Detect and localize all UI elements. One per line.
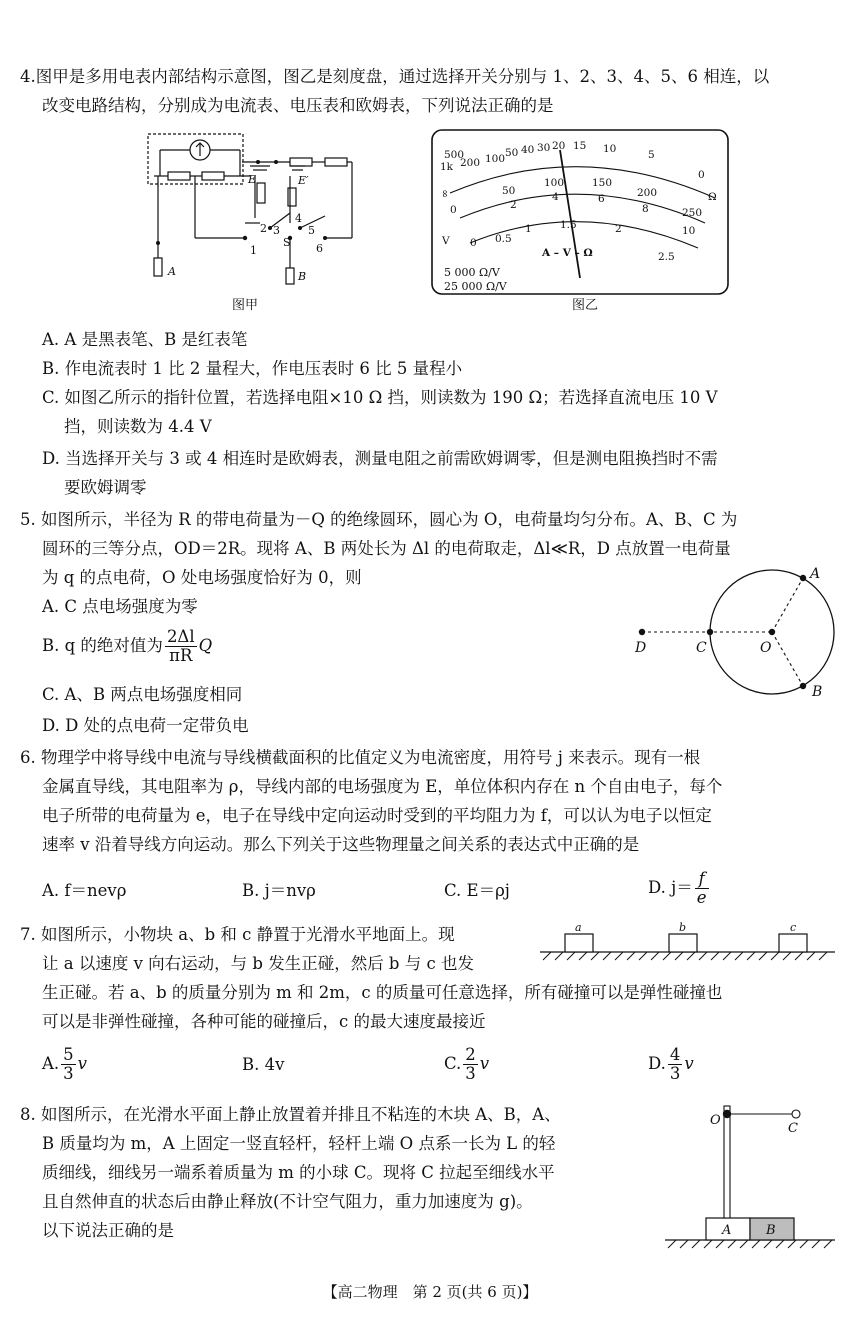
q7-option-d-fraction <box>668 1046 683 1083</box>
mid-2: 2 <box>510 199 517 211</box>
q8-stem-line-3: 质细线，细线另一端系着质量为 m 的小球 C。现将 C 拉起至细线水平 <box>42 1163 555 1182</box>
point-O <box>723 1110 731 1118</box>
label-A: A <box>168 265 176 278</box>
q7-option-a-denominator: 3 <box>63 1064 74 1083</box>
q4-option-c-line-2: 挡，则读数为 4.4 V <box>64 417 212 436</box>
q5-option-b <box>42 624 212 668</box>
q5-option-b-numerator: 2Δl <box>166 627 195 646</box>
label-A: A <box>810 566 821 582</box>
q7-option-a <box>42 1042 87 1086</box>
block-c <box>779 934 807 952</box>
label-C: C <box>696 640 707 656</box>
block-a <box>565 934 593 952</box>
label-B: B <box>298 270 307 283</box>
ohm-15: 15 <box>573 140 587 152</box>
q5-stem-line-3: 为 q 的点电荷，O 处电场强度恰好为 0，则 <box>42 568 362 587</box>
mid-4: 4 <box>552 191 559 203</box>
q4-stem-line-2: 改变电路结构，分别成为电流表、电压表和欧姆表，下列说法正确的是 <box>42 96 554 115</box>
label-S: S <box>283 236 291 249</box>
q7-option-c-denominator: 3 <box>465 1064 476 1083</box>
ohm-5: 5 <box>648 149 655 161</box>
q7-stem-line-4: 可以是非弹性碰撞，各种可能的碰撞后，c 的最大速度最接近 <box>42 1012 486 1031</box>
q5-option-c: C. A、B 两点电场强度相同 <box>42 685 243 704</box>
q7-option-c-prefix: C. <box>444 1054 462 1073</box>
q8-stem-line-5: 以下说法正确的是 <box>42 1221 174 1240</box>
q6-option-d-prefix: D. j＝ <box>648 878 693 897</box>
dc-50: 50 <box>502 185 516 197</box>
block-b <box>669 934 697 952</box>
point-B <box>800 683 806 689</box>
q4-option-d-line-1: D. 当选择开关与 3 或 4 相连时是欧姆表，测量电阻之前需欧姆调零，但是测电阻换挡时不需 <box>42 449 718 468</box>
ohm-1k: 1k <box>440 161 454 173</box>
q5-stem-line-1: 5. 如图所示，半径为 R 的带电荷量为－Q 的绝缘圆环，圆心为 O，电荷量均匀分布。A、B、C 为 <box>20 510 738 529</box>
q7-option-d <box>648 1042 694 1086</box>
q7-option-a-prefix: A. <box>42 1054 60 1073</box>
label-E: E <box>248 173 257 186</box>
q4-option-d-line-2: 要欧姆调零 <box>64 478 147 497</box>
q6-option-c: C. E＝ρj <box>444 881 510 900</box>
center-label: A – V – Ω <box>542 247 593 259</box>
q6-stem-line-4: 速率 v 沿着导线方向运动。那么下列关于这些物理量之间关系的表达式中正确的是 <box>42 835 640 854</box>
q7-option-a-suffix: v <box>77 1054 87 1073</box>
q8-stem-line-4: 且自然伸直的状态后由静止释放(不计空气阻力，重力加速度为 g)。 <box>42 1192 533 1211</box>
q5-stem-line-2: 圆环的三等分点，OD＝2R。现将 A、B 两处长为 Δl 的电荷取走，Δl≪R，D 点放置一电荷量 <box>42 539 731 558</box>
q5-figure-ring <box>630 560 840 705</box>
ohm-symbol: Ω <box>708 191 717 203</box>
q7-option-d-denominator: 3 <box>669 1064 681 1083</box>
v-0: 0 <box>470 237 477 249</box>
dc-250: 250 <box>682 207 703 219</box>
ohm-20: 20 <box>552 140 566 152</box>
q7-option-c-fraction <box>463 1046 478 1083</box>
ohm-500: 500 <box>444 149 465 161</box>
q7-option-d-prefix: D. <box>648 1054 666 1073</box>
ohm-100: 100 <box>485 153 506 165</box>
page-footer: 【高二物理 第 2 页(共 6 页)】 <box>322 1283 538 1301</box>
ball-C <box>792 1110 800 1118</box>
q6-option-a: A. f＝nevρ <box>42 881 127 900</box>
q7-option-c <box>444 1042 489 1086</box>
q7-option-a-numerator: 5 <box>63 1045 74 1064</box>
q4-figure-yi-dial <box>430 128 730 296</box>
ohm-30: 30 <box>537 142 551 154</box>
dc-150: 150 <box>592 177 613 189</box>
q5-option-b-prefix: B. q 的绝对值为 <box>42 636 163 655</box>
v-2: 2 <box>615 223 622 235</box>
q8-stem-line-1: 8. 如图所示，在光滑水平面上静止放置着并排且不粘连的木块 A、B，A、 <box>20 1105 561 1124</box>
label-c: c <box>790 921 797 934</box>
v-1.5: 1.5 <box>560 219 577 231</box>
q5-option-b-suffix: Q <box>198 636 213 655</box>
label-a: a <box>575 921 582 934</box>
q4-option-b: B. 作电流表时 1 比 2 量程大，作电压表时 6 比 5 量程小 <box>42 359 463 378</box>
label-B: B <box>766 1223 776 1238</box>
label-6: 6 <box>316 242 323 255</box>
q7-option-d-numerator: 4 <box>669 1045 681 1064</box>
q5-option-b-denominator: πR <box>169 646 193 665</box>
q4-figure-jia-circuit <box>140 128 365 293</box>
label-3: 3 <box>273 224 280 237</box>
q4-option-a: A. A 是黑表笔、B 是红表笔 <box>42 330 248 349</box>
ohm-0: 0 <box>698 169 705 181</box>
q4-option-c-line-1: C. 如图乙所示的指针位置，若选择电阻×10 Ω 挡，则读数为 190 Ω；若选择直流电压 10 V <box>42 388 718 407</box>
ohm-50: 50 <box>505 147 519 159</box>
q7-stem-line-2: 让 a 以速度 v 向右运动，与 b 发生正碰，然后 b 与 c 也发 <box>42 954 474 973</box>
mid-8: 8 <box>642 203 649 215</box>
label-C: C <box>788 1121 798 1136</box>
label-O: O <box>710 1113 721 1128</box>
label-2: 2 <box>260 222 267 235</box>
ohm-infinity: ∞ <box>439 189 451 198</box>
q7-figure-blocks <box>535 920 840 970</box>
ohm-200: 200 <box>460 157 481 169</box>
q7-option-b: B. 4v <box>242 1055 285 1074</box>
label-1: 1 <box>250 244 257 257</box>
dc-0: 0 <box>450 204 457 216</box>
q6-option-b: B. j＝nvρ <box>242 881 316 900</box>
sensitivity-1: 5 000 Ω/V <box>444 266 500 279</box>
mid-6: 6 <box>598 193 605 205</box>
sensitivity-2: 25 000 Ω/V <box>444 280 507 293</box>
v-2.5: 2.5 <box>658 251 675 263</box>
point-O <box>769 629 775 635</box>
left-mark-v: V <box>442 235 450 247</box>
q6-stem-line-2: 金属直导线，其电阻率为 ρ，导线内部的电场强度为 E，单位体积内存在 n 个自由电子，每个 <box>42 777 723 796</box>
q8-figure-pendulum <box>660 1092 840 1252</box>
q6-option-d-numerator: f <box>695 870 709 889</box>
ohm-10: 10 <box>603 143 617 155</box>
label-E-prime: E′ <box>298 174 309 187</box>
label-b: b <box>679 921 687 934</box>
q6-option-d-fraction <box>695 870 709 907</box>
q8-stem-line-2: B 质量均为 m，A 上固定一竖直轻杆，轻杆上端 O 点系一长为 L 的轻 <box>42 1134 556 1153</box>
q7-option-d-suffix: v <box>684 1054 694 1073</box>
q6-stem-line-1: 6. 物理学中将导线中电流与导线横截面积的比值定义为电流密度，用符号 j 来表示。现有一根 <box>20 748 701 767</box>
figure-jia-caption: 图甲 <box>231 298 258 313</box>
q7-option-c-numerator: 2 <box>465 1045 476 1064</box>
v-1: 1 <box>525 223 532 235</box>
label-A: A <box>722 1223 732 1238</box>
label-5: 5 <box>308 224 315 237</box>
label-O: O <box>760 640 772 656</box>
q7-stem-line-1: 7. 如图所示，小物块 a、b 和 c 静置于光滑水平地面上。现 <box>20 925 455 944</box>
q5-option-a: A. C 点电场强度为零 <box>42 597 198 616</box>
q6-option-d-denominator: e <box>696 888 707 907</box>
dc-200: 200 <box>637 187 658 199</box>
point-A <box>800 575 806 581</box>
figure-yi-caption: 图乙 <box>571 298 598 313</box>
q4-stem-line-1: 4.图甲是多用电表内部结构示意图，图乙是刻度盘，通过选择开关分别与 1、2、3、4、5、6 相连，以 <box>20 67 770 86</box>
ohm-40: 40 <box>521 144 535 156</box>
q5-option-b-fraction <box>165 628 197 665</box>
q7-option-c-suffix: v <box>479 1054 490 1073</box>
v-0.5: 0.5 <box>495 233 512 245</box>
label-B: B <box>812 684 823 700</box>
label-4: 4 <box>295 212 302 225</box>
dc-100: 100 <box>544 177 565 189</box>
q6-option-d <box>648 866 711 910</box>
label-D: D <box>635 640 647 656</box>
point-C <box>707 629 713 635</box>
point-D <box>639 629 645 635</box>
q7-option-a-fraction <box>61 1046 76 1083</box>
q5-option-d: D. D 处的点电荷一定带负电 <box>42 716 249 735</box>
light-rod <box>724 1106 730 1218</box>
q6-stem-line-3: 电子所带的电荷量为 e，电子在导线中定向运动时受到的平均阻力为 f，可以认为电子以恒定 <box>42 806 712 825</box>
mid-10: 10 <box>682 225 696 237</box>
q7-stem-line-3: 生正碰。若 a、b 的质量分别为 m 和 2m，c 的质量可任意选择，所有碰撞可以是弹性碰撞也 <box>42 983 723 1002</box>
